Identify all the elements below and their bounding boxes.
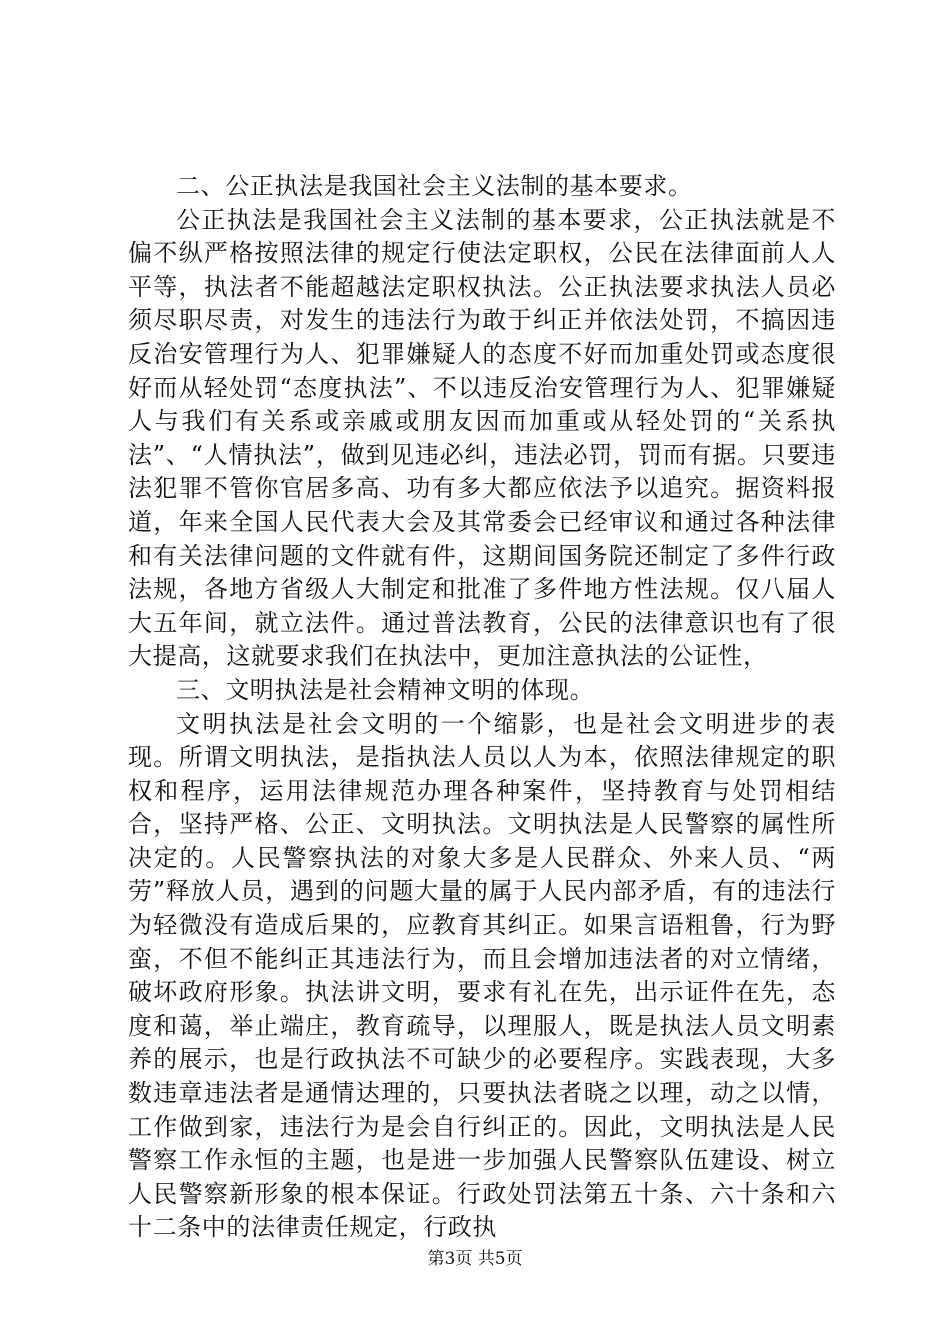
section-heading: 三、文明执法是社会精神文明的体现。 — [176, 675, 595, 704]
body-paragraph: 文明执法是社会文明的一个缩影，也是社会文明进步的表现。所谓文明执法，是指执法人员以人为本，依照法律规定的职权和程序，运用法律规范办理各种案件，坚持教育与处罚相结合，坚持严格、公正、文明执法。文明执法是人民警察的属性所决定的。人民警察执法的对象大多是人民群众、外来人员、“两劳”释放人员，遇到的问题大量的属于人民内部矛盾，有的违法行为轻微没有造成后果的，应教育其纠正。如果言语粗鲁，行为野蛮，不但不能纠正其违法行为，而且会增加违法者的对立情绪，破坏政府形象。执法讲文明，要求有礼在先，出示证件在先，态度和蔼，举止端庄，教育疏导，以理服人，既是执法人员文明素养的展示，也是行政执法不可缺少的必要程序。实践表现，大多数违章违法者是通情达理的，只要执法者晓之以理，动之以情，工作做到家，违法行为是会自行纠正的。因此，文明执法是人民警察工作永恒的主题，也是进一步加强人民警察队伍建设、树立人民警察新形象的根本保证。行政处罚法第五十条、六十条和六十二条中的法律责任规定，行政执 — [128, 709, 836, 1242]
section-heading: 二、公正执法是我国社会主义法制的基本要求。 — [176, 172, 693, 200]
page-footer: 第3页 共5页 — [427, 1249, 523, 1269]
body-paragraph: 公正执法是我国社会主义法制的基本要求，公正执法就是不偏不纵严格按照法律的规定行使法定职权，公民在法律面前人人平等，执法者不能超越法定职权执法。公正执法要求执法人员必须尽职尽责，对发生的违法行为敢于纠正并依法处罚，不搞因违反治安管理行为人、犯罪嫌疑人的态度不好而加重处罚或态度很好而从轻处罚“态度执法”、不以违反治安管理行为人、犯罪嫌疑人与我们有关系或亲戚或朋友因而加重或从轻处罚的“关系执法”、“人情执法”，做到见违必纠，违法必罚，罚而有据。只要违法犯罪不管你官居多高、功有多大都应依法予以追究。据资料报道，年来全国人民代表大会及其常委会已经审议和通过各种法律和有关法律问题的文件就有件，这期间国务院还制定了多件行政法规，各地方省级人大制定和批准了多件地方性法规。仅八届人大五年间，就立法件。通过普法教育，公民的法律意识也有了很大提高，这就要求我们在执法中，更加注意执法的公证性， — [128, 205, 836, 671]
document-body — [128, 170, 836, 1245]
